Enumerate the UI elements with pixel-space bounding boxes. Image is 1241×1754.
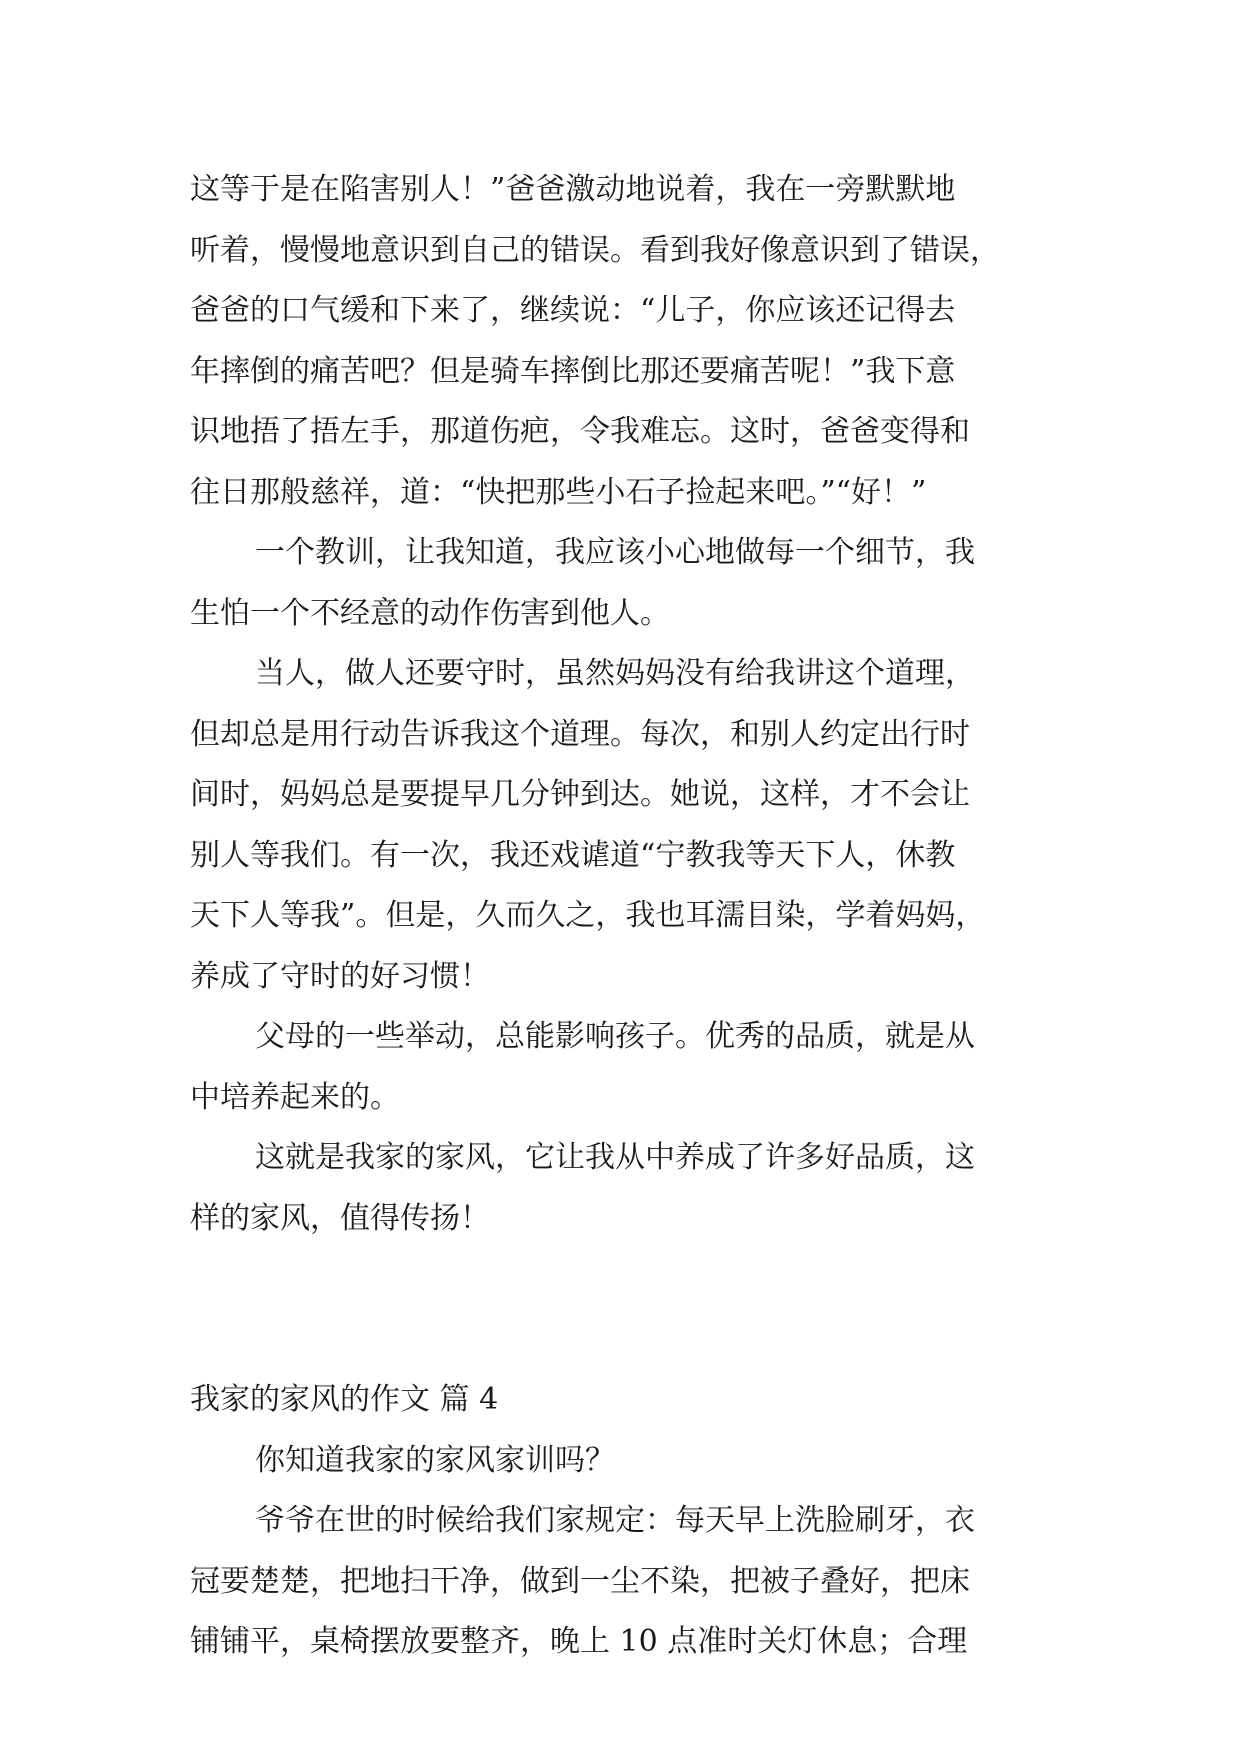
text-line: 养成了守时的好习惯！ [190, 958, 490, 994]
text-line: 铺铺平，桌椅摆放要整齐，晚上 10 点准时关灯休息；合理 [190, 1624, 968, 1659]
text-line: 别人等我们。有一次，我还戏谑道“宁教我等天下人，休教 [190, 837, 956, 873]
text-line: 往日那般慈祥，道：“快把那些小石子捡起来吧。”“好！” [190, 474, 927, 510]
text-line: 这等于是在陷害别人！”爸爸激动地说着，我在一旁默默地 [190, 172, 956, 207]
paragraph-first-line: 一个教训，让我知道，我应该小心地做每一个细节，我 [255, 535, 975, 570]
paragraph-first-line: 父母的一些举动，总能影响孩子。优秀的品质，就是从 [255, 1019, 975, 1054]
paragraph-first-line: 当人，做人还要守时，虽然妈妈没有给我讲这个道理， [255, 656, 975, 691]
text-line: 间时，妈妈总是要提早几分钟到达。她说，这样，才不会让 [190, 777, 970, 812]
text-line: 天下人等我”。但是，久而久之，我也耳濡目染，学着妈妈， [190, 898, 986, 933]
paragraph-first-line: 你知道我家的家风家训吗？ [255, 1442, 615, 1478]
text-line: 冠要楚楚，把地扫干净，做到一尘不染，把被子叠好，把床 [190, 1563, 970, 1599]
text-line: 识地捂了捂左手，那道伤疤，令我难忘。这时，爸爸变得和 [190, 414, 970, 449]
paragraph-first-line: 这就是我家的家风，它让我从中养成了许多好品质，这 [255, 1140, 975, 1175]
text-line: 但却总是用行动告诉我这个道理。每次，和别人约定出行时 [190, 716, 970, 752]
paragraph-first-line: 爷爷在世的时候给我们家规定：每天早上洗脸刷牙，衣 [255, 1503, 975, 1538]
text-line: 爸爸的口气缓和下来了，继续说：“儿子，你应该还记得去 [190, 293, 956, 328]
section-gap [190, 1249, 1070, 1370]
section-heading: 我家的家风的作文 篇 4 [190, 1382, 499, 1417]
text-line: 中培养起来的。 [190, 1079, 400, 1115]
text-line: 样的家风，值得传扬！ [190, 1200, 490, 1236]
text-line: 听着，慢慢地意识到自己的错误。看到我好像意识到了错误， [190, 232, 1000, 268]
document-body [190, 160, 1070, 1673]
text-line: 年摔倒的痛苦吧？但是骑车摔倒比那还要痛苦呢！”我下意 [190, 353, 956, 389]
text-line: 生怕一个不经意的动作伤害到他人。 [190, 595, 670, 631]
